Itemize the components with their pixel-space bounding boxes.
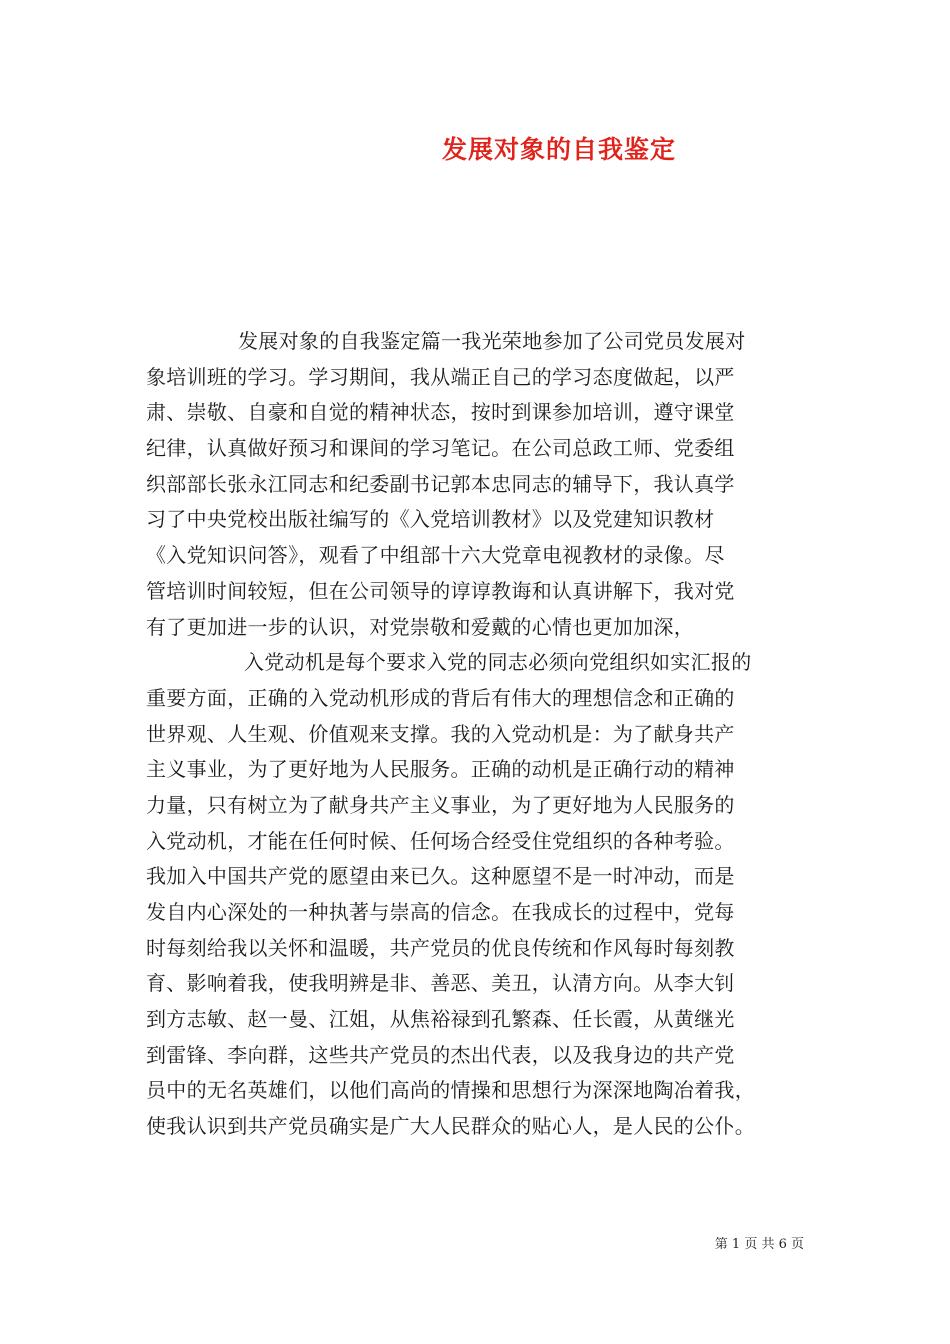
- text-line: 重要方面，正确的入党动机形成的背后有伟大的理想信念和正确的: [146, 685, 735, 710]
- page-number: 第 1 页 共 6 页: [714, 1237, 804, 1252]
- text-line: 象培训班的学习。学习期间，我从端正自己的学习态度做起，以严: [146, 364, 735, 389]
- text-line: 员中的无名英雄们，以他们高尚的情操和思想行为深深地陶冶着我，: [146, 1078, 755, 1103]
- text-line: 世界观、人生观、价值观来支撑。我的入党动机是：为了献身共产: [146, 721, 735, 746]
- text-line: 纪律，认真做好预习和课间的学习笔记。在公司总政工师、党委组: [146, 436, 735, 461]
- text-line: 肃、崇敬、自豪和自觉的精神状态，按时到课参加培训，遵守课堂: [146, 400, 735, 425]
- page-title: 发展对象的自我鉴定: [441, 135, 676, 164]
- text-line: 织部部长张永江同志和纪委副书记郭本忠同志的辅导下，我认真学: [146, 471, 735, 496]
- text-line: 力量，只有树立为了献身共产主义事业，为了更好地为人民服务的: [146, 792, 735, 817]
- text-line: 使我认识到共产党员确实是广大人民群众的贴心人，是人民的公仆。: [146, 1114, 755, 1139]
- text-line: 主义事业，为了更好地为人民服务。正确的动机是正确行动的精神: [146, 757, 735, 782]
- text-line: 到方志敏、赵一曼、江姐，从焦裕禄到孔繁森、任长霞，从黄继光: [146, 1007, 735, 1032]
- text-line: 时每刻给我以关怀和温暖，共产党员的优良传统和作风每时每刻教: [146, 935, 735, 960]
- text-line: 育、影响着我，使我明辨是非、善恶、美丑，认清方向。从李大钊: [146, 971, 735, 996]
- text-line: 发自内心深处的一种执著与崇高的信念。在我成长的过程中，党每: [146, 900, 735, 924]
- text-line: 入党动机是每个要求入党的同志必须向党组织如实汇报的: [244, 650, 752, 675]
- text-line: 发展对象的自我鉴定篇一我光荣地参加了公司党员发展对: [238, 329, 746, 353]
- text-line: 习了中央党校出版社编写的《入党培训教材》以及党建知识教材: [146, 507, 715, 532]
- text-line: 有了更加进一步的认识，对党崇敬和爱戴的心情也更加加深，: [146, 614, 695, 639]
- text-line: 我加入中国共产党的愿望由来已久。这种愿望不是一时冲动，而是: [146, 864, 735, 889]
- text-line: 管培训时间较短，但在公司领导的谆谆教诲和认真讲解下，我对党: [146, 578, 735, 603]
- text-line: 入党动机，才能在任何时候、任何场合经受住党组织的各种考验。: [146, 828, 735, 853]
- document-body: [146, 324, 808, 1145]
- text-line: 《入党知识问答》，观看了中组部十六大党章电视教材的录像。尽: [146, 543, 725, 568]
- text-line: 到雷锋、李向群，这些共产党员的杰出代表，以及我身边的共产党: [146, 1042, 735, 1067]
